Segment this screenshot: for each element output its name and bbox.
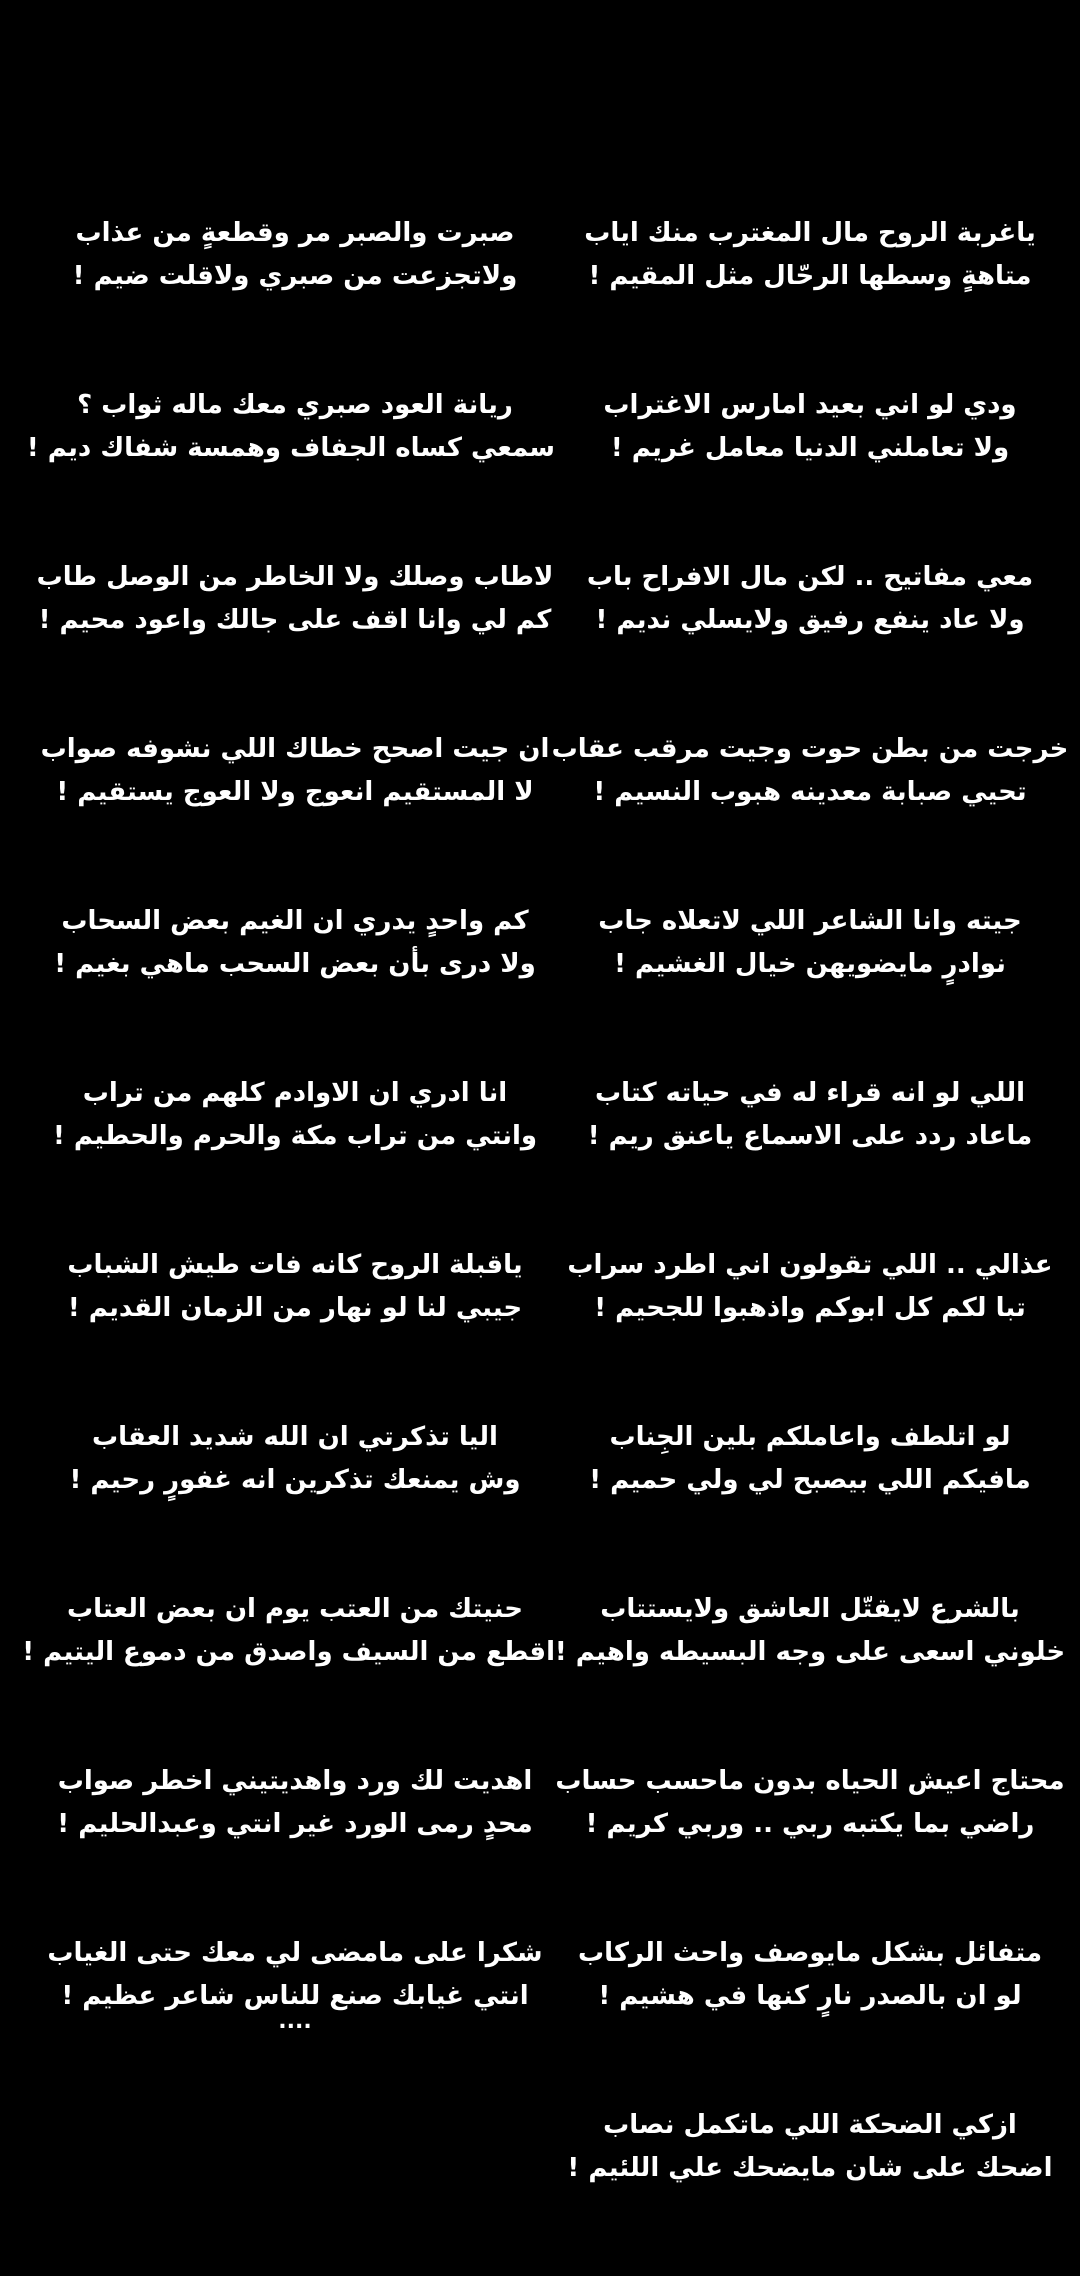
stanza-last [35, 1932, 555, 2032]
verse-line: ياغربة الروح مال المغترب منك اياب [584, 218, 1036, 248]
stanza [35, 212, 555, 298]
stanza [35, 1244, 555, 1330]
verse-line: نوادرٍ مايضويهن خيال الغشيم ! [614, 949, 1006, 979]
verse-line: ياقبلة الروح كانه فات طيش الشباب [67, 1250, 523, 1280]
verse-line: لو ان بالصدر نارٍ كنها في هشيم ! [598, 1981, 1022, 2011]
verse-line: اضحك على شان مايضحك علي اللئيم ! [567, 2153, 1053, 2183]
verse-line: اهديت لك ورد واهديتيني اخطر صواب [57, 1766, 533, 1796]
verse-line: بالشرع لايقتّل العاشق ولايستتاب [600, 1594, 1020, 1624]
poem-column-right [550, 212, 1070, 2276]
verse-line: كم لي وانا اقف على جالك واعود محيم ! [38, 605, 552, 635]
verse-line: جيبي لنا لو نهار من الزمان القديم ! [67, 1293, 523, 1323]
stanza [550, 1072, 1070, 1158]
stanza [550, 1416, 1070, 1502]
verse-line: ماعاد ردد على الاسماع ياعنق ريم ! [587, 1121, 1033, 1151]
verse-line: انا ادري ان الاوادم كلهم من تراب [82, 1078, 508, 1108]
verse-line: خلوني اسعى على وجه البسيطه واهيم ! [554, 1637, 1066, 1667]
stanza [26, 384, 555, 470]
verse-line: ولا درى بأن بعض السحب ماهي بغيم ! [54, 949, 536, 979]
verse-line: اليا تذكرتي ان الله شديد العقاب [92, 1422, 498, 1452]
verse-line: اللي لو انه قراء له في حياته كتاب [595, 1078, 1025, 1108]
stanza [35, 1760, 555, 1846]
verse-line: ان جيت اصحح خطاك اللي نشوفه صواب [40, 734, 550, 764]
verse-line: ودي لو اني بعيد امارس الاغتراب [603, 390, 1017, 420]
stanza [35, 900, 555, 986]
stanza [35, 556, 555, 642]
stanza [550, 1760, 1070, 1846]
verse-line: جيته وانا الشاعر اللي لاتعلاه جاب [598, 906, 1022, 936]
stanza [550, 212, 1070, 298]
verse-line: عذالي .. اللي تقولون اني اطرد سراب [567, 1250, 1053, 1280]
stanza [35, 1072, 555, 1158]
verse-line: تبا لكم كل ابوكم واذهبوا للجحيم ! [594, 1293, 1026, 1323]
verse-line: ازكي الضحكة اللي ماتكمل نصاب [603, 2110, 1017, 2140]
verse-line: وش يمنعك تذكرين انه غفورٍ رحيم ! [69, 1465, 521, 1495]
verse-line: لا المستقيم انعوج ولا العوج يستقيم ! [56, 777, 534, 807]
verse-line: راضي بما يكتبه ربي .. وربي كريم ! [585, 1809, 1035, 1839]
verse-line: سمعي كساه الجفاف وهمسة شفاك ديم ! [26, 433, 555, 463]
verse-line: كم واحدٍ يدري ان الغيم بعض السحاب [61, 906, 529, 936]
verse-line: ولا عاد ينفع رفيق ولايسلي نديم ! [595, 605, 1025, 635]
stanza [35, 1416, 555, 1502]
verse-line: معي مفاتيح .. لكن مال الافراح باب [586, 562, 1034, 592]
verse-line: ولاتجزعت من صبري ولاقلت ضيم ! [72, 261, 518, 291]
verse-line: حنيتك من العتب يوم ان بعض العتاب [66, 1594, 524, 1624]
stanza [550, 728, 1070, 814]
verse-line: لاطاب وصلك ولا الخاطر من الوصل طاب [36, 562, 554, 592]
ellipsis-ending: .... [278, 2009, 312, 2034]
stanza [550, 900, 1070, 986]
verse-line: ولا تعاملني الدنيا معامل غريم ! [610, 433, 1010, 463]
verse-line: انتي غيابك صنع للناس شاعر عظيم ! [61, 1981, 529, 2011]
verse-line: محدٍ رمى الورد غير انتي وعبدالحليم ! [57, 1809, 533, 1839]
stanza [550, 384, 1070, 470]
stanza [550, 2104, 1070, 2190]
poem-column-left [22, 212, 555, 2118]
stanza [550, 1588, 1070, 1674]
verse-line: صبرت والصبر مر وقطعةٍ من عذاب [75, 218, 515, 248]
verse-line: مافيكم اللي بيصبح لي ولي حميم ! [589, 1465, 1031, 1495]
verse-line: خرجت من بطن حوت وجيت مرقب عقاب [551, 734, 1069, 764]
stanza [22, 1588, 555, 1674]
verse-line: متاهةٍ وسطها الرحّال مثل المقيم ! [588, 261, 1032, 291]
stanza [35, 728, 555, 814]
verse-line: ريانة العود صبري معك ماله ثواب ؟ [77, 390, 513, 420]
verse-line: وانتي من تراب مكة والحرم والحطيم ! [52, 1121, 538, 1151]
stanza [550, 1932, 1070, 2018]
verse-line: لو اتلطف واعاملكم بلين الجِناب [609, 1422, 1011, 1452]
verse-line: محتاج اعيش الحياه بدون ماحسب حساب [555, 1766, 1065, 1796]
verse-line: شكرا على مامضى لي معك حتى الغياب [47, 1938, 543, 1968]
verse-line: اقطع من السيف واصدق من دموع اليتيم ! [22, 1637, 555, 1667]
verse-line: متفائل بشكل مايوصف واحث الركاب [577, 1938, 1043, 1968]
stanza [550, 556, 1070, 642]
stanza [550, 1244, 1070, 1330]
verse-line: تحيي صبابة معدينه هبوب النسيم ! [593, 777, 1027, 807]
